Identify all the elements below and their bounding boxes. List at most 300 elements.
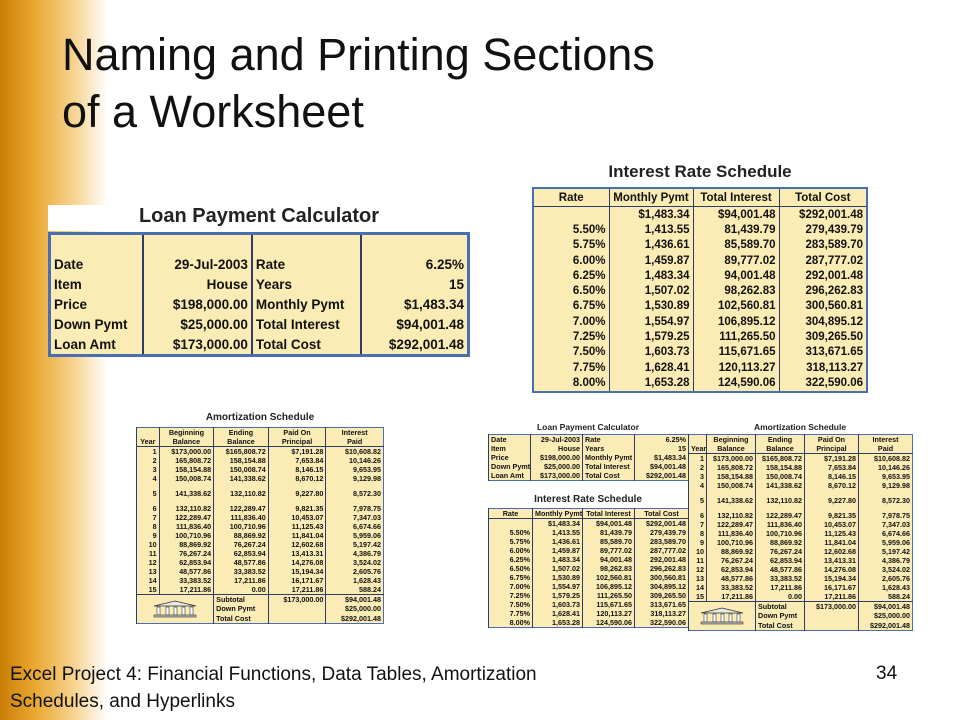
table-cell: 8 [137,522,160,531]
table-cell: Total Cost [779,188,867,207]
amort-row [137,465,384,474]
table-cell: 120,113.27 [583,609,635,618]
table-cell: 76,267.24 [159,549,214,558]
amort-row [137,549,384,558]
table-cell: $94,001.48 [859,602,913,612]
subtotal-row [137,595,384,605]
table-cell: $173,000.00 [805,602,859,612]
rate-row [489,519,689,529]
loan-row [489,444,689,453]
spacer-row [50,234,469,255]
table-cell: 150,008.74 [707,481,756,490]
table-cell: 33,383.52 [159,576,214,585]
table-cell: 15 [635,444,689,453]
table-cell: Ending [756,435,805,445]
table-cell: 4,386.79 [326,549,384,558]
table-cell: $94,001.48 [361,314,469,334]
table-cell: 48,577.86 [214,558,269,567]
table-cell: 1,483.34 [533,555,583,564]
table-cell: 7.25% [533,329,609,344]
table-cell: 120,113.27 [693,360,779,375]
table-cell: 88,869.92 [756,538,805,547]
table-cell: 7.75% [489,609,533,618]
table-cell: 17,211.86 [805,592,859,602]
rate-row [533,283,867,298]
table-cell: 76,267.24 [756,547,805,556]
table-cell: Rate [252,254,361,274]
table-cell: Date [489,435,531,445]
table-cell: 1,628.43 [859,583,913,592]
rate-row [533,360,867,375]
table-cell: 7 [137,513,160,522]
table-cell: Date [50,254,144,274]
table-cell: $292,001.48 [779,207,867,223]
table-cell: Balance [159,437,214,447]
table-cell: 106,895.12 [583,582,635,591]
table-cell: Beginning [707,435,756,445]
rate-row [489,582,689,591]
table-cell: 4 [689,481,707,490]
loan-calculator-caption: Loan Payment Calculator [48,205,470,231]
table-cell: $1,483.34 [533,519,583,529]
table-cell: 62,853.94 [214,549,269,558]
amortization-table-left [136,427,384,624]
table-cell: 17,211.86 [214,576,269,585]
amort-row [689,592,913,602]
table-cell: 3 [137,465,160,474]
table-cell: 10,453.07 [805,520,859,529]
table-cell: 292,001.48 [779,268,867,283]
table-cell: 9,653.95 [859,472,913,481]
loan-row [50,274,469,294]
table-cell: 122,289.47 [756,511,805,520]
table-cell: $173,000.00 [159,447,214,457]
table-cell: $292,001.48 [635,471,689,481]
header-row [137,428,384,438]
rate-row [533,222,867,237]
table-cell [252,234,361,255]
subtotal-row [689,602,913,612]
table-cell: 8,146.15 [805,472,859,481]
amort-row [689,574,913,583]
table-cell: 150,008.74 [214,465,269,474]
table-cell: Total Cost [756,621,805,631]
table-cell: Balance [214,437,269,447]
table-cell: 6 [689,511,707,520]
loan-row [50,314,469,334]
table-cell: 4 [137,474,160,483]
loan-row [50,334,469,356]
table-cell: 1,459.87 [533,546,583,555]
table-cell: 165,808.72 [159,456,214,465]
rate-row [489,618,689,628]
table-cell: 106,895.12 [693,314,779,329]
rate-row [533,253,867,268]
amort-row [137,489,384,498]
table-cell: 313,671.65 [635,600,689,609]
table-cell: 292,001.48 [635,555,689,564]
table-cell [143,234,252,255]
table-cell: $7,191.28 [268,447,326,457]
table-cell: Monthly Pymt [252,294,361,314]
table-cell: 1,579.25 [609,329,693,344]
table-cell: 111,265.50 [583,591,635,600]
table-cell: Total Cost [214,614,269,624]
table-cell: 141,338.62 [159,489,214,498]
interest-caption-small: Interest Rate Schedule [534,494,642,505]
table-cell: 6.00% [489,546,533,555]
table-cell: 13 [137,567,160,576]
table-cell: 85,589.70 [693,238,779,253]
table-cell: 3 [689,472,707,481]
table-cell: 13,413.31 [805,556,859,565]
table-cell: Item [50,274,144,294]
table-cell: 124,590.06 [583,618,635,628]
table-cell: 1,413.55 [533,528,583,537]
table-cell: 7,347.03 [326,513,384,522]
table-cell: 7,653.84 [268,456,326,465]
table-cell: $25,000.00 [859,611,913,620]
table-cell: 322,590.06 [635,618,689,628]
table-cell: $173,000.00 [268,595,326,605]
table-cell: 15,194.34 [805,574,859,583]
table-cell: Down Pymt [489,462,531,471]
table-cell: 15 [689,592,707,602]
table-cell: 11 [689,556,707,565]
table-cell: 13 [689,574,707,583]
table-cell: 10,453.07 [268,513,326,522]
table-cell: 158,154.88 [214,456,269,465]
table-cell: 88,869.92 [214,531,269,540]
table-cell: Total Interest [583,462,635,471]
table-cell: $25,000.00 [326,604,384,613]
table-cell [689,435,707,445]
table-cell: 14 [689,583,707,592]
table-cell: 81,439.79 [583,528,635,537]
table-cell: Ending [214,428,269,438]
table-cell: 318,113.27 [635,609,689,618]
table-cell: 5.50% [533,222,609,237]
amort-row [137,567,384,576]
amort-row [137,456,384,465]
table-cell: 6.25% [533,268,609,283]
table-cell: Principal [268,437,326,447]
loan-calculator-table [48,232,470,357]
table-cell: Interest [326,428,384,438]
table-cell: 98,262.83 [583,564,635,573]
rate-row [489,555,689,564]
table-cell: $94,001.48 [635,462,689,471]
table-cell: 1,628.41 [609,360,693,375]
table-cell: 10,146.26 [326,456,384,465]
table-cell: 12,602.68 [805,547,859,556]
table-cell: $94,001.48 [583,519,635,529]
table-cell: 8,146.15 [268,465,326,474]
table-cell: 304,895.12 [779,314,867,329]
amort-row [689,496,913,505]
interest-rate-schedule-table [532,187,868,393]
table-cell: 588.24 [326,585,384,595]
table-cell: 115,671.65 [583,600,635,609]
table-cell: 33,383.52 [707,583,756,592]
table-cell: 132,110.82 [214,489,269,498]
table-cell: $94,001.48 [693,207,779,223]
table-cell: 94,001.48 [693,268,779,283]
table-cell [489,519,533,529]
table-cell: 0.00 [214,585,269,595]
rate-row [533,314,867,329]
table-cell: 2,605.76 [326,567,384,576]
table-cell: 100,710.96 [159,531,214,540]
table-cell: 76,267.24 [214,540,269,549]
table-cell: 6.75% [489,573,533,582]
table-cell: 141,338.62 [756,481,805,490]
table-cell: 296,262.83 [635,564,689,573]
table-cell: 6.00% [533,253,609,268]
table-cell: 5,959.06 [326,531,384,540]
table-cell: 6.50% [489,564,533,573]
table-cell: 102,560.81 [583,573,635,582]
loan-row [489,453,689,462]
table-cell: $198,000.00 [531,453,583,462]
rate-row [489,600,689,609]
table-cell: 62,853.94 [707,565,756,574]
loan-row [50,254,469,274]
table-cell: 1,459.87 [609,253,693,268]
table-cell: 158,154.88 [756,463,805,472]
table-cell: House [143,274,252,294]
bank-icon [697,607,747,625]
table-cell: $25,000.00 [531,462,583,471]
table-cell: 1,507.02 [609,283,693,298]
table-cell [805,621,859,631]
table-cell: Down Pymt [50,314,144,334]
table-cell: 287,777.02 [635,546,689,555]
table-cell: $198,000.00 [143,294,252,314]
table-cell: Balance [707,444,756,454]
table-cell: 6,674.66 [326,522,384,531]
amort-row [689,520,913,529]
table-cell: 11 [137,549,160,558]
table-cell: 322,590.06 [779,375,867,391]
table-cell: 62,853.94 [756,556,805,565]
loan-row [489,435,689,445]
table-cell: Paid On [805,435,859,445]
table-cell: 17,211.86 [159,585,214,595]
amort-row [689,472,913,481]
table-cell [533,207,609,223]
amort-row [137,576,384,585]
rate-row [489,591,689,600]
table-cell: 9,227.80 [268,489,326,498]
bank-icon-cell [689,602,756,631]
table-cell: 5.75% [489,537,533,546]
table-cell: 283,589.70 [779,238,867,253]
table-cell: 6.50% [533,283,609,298]
table-cell: 165,808.72 [707,463,756,472]
rate-row [489,564,689,573]
table-cell: 122,289.47 [159,513,214,522]
table-cell: 2 [689,463,707,472]
table-cell: 62,853.94 [159,558,214,567]
table-cell: 12,602.68 [268,540,326,549]
table-cell: 14,276.08 [268,558,326,567]
amort-row [689,565,913,574]
table-cell [361,234,469,255]
table-cell: 8,572.30 [859,496,913,505]
table-cell: $10,608.82 [859,454,913,464]
bank-icon [150,600,200,618]
rate-row [533,238,867,253]
table-cell: 132,110.82 [756,496,805,505]
table-cell: 1,554.97 [609,314,693,329]
table-cell: 6,674.66 [859,529,913,538]
table-cell: 7 [689,520,707,529]
table-cell: 1,530.89 [533,573,583,582]
table-cell: 318,113.27 [779,360,867,375]
table-cell: Monthly Pymt [533,509,583,519]
table-cell: 7,978.75 [326,504,384,513]
table-cell: 10,146.26 [859,463,913,472]
table-cell: 309,265.50 [779,329,867,344]
table-cell: Paid [326,437,384,447]
table-cell: 9,821.35 [268,504,326,513]
table-cell: 7.00% [489,582,533,591]
header-row [533,188,867,207]
amortization-table-right [688,434,913,631]
table-cell: 3,524.02 [859,565,913,574]
table-cell: 6.25% [635,435,689,445]
table-cell: 100,710.96 [756,529,805,538]
table-cell: 150,008.74 [159,474,214,483]
table-cell: 1,628.41 [533,609,583,618]
loan-row [50,294,469,314]
table-cell: 1,579.25 [533,591,583,600]
amort-row [137,474,384,483]
table-cell: 141,338.62 [214,474,269,483]
table-cell: $292,001.48 [635,519,689,529]
table-cell: 1,603.73 [609,345,693,360]
table-cell: 132,110.82 [159,504,214,513]
table-cell: 283,589.70 [635,537,689,546]
table-cell: 10 [137,540,160,549]
amort-row [137,585,384,595]
table-cell: $165,808.72 [214,447,269,457]
table-cell: Rate [583,435,635,445]
page-number: 34 [876,663,898,684]
table-cell: 1,628.43 [326,576,384,585]
table-cell: 588.24 [859,592,913,602]
table-cell: Monthly Pymt [583,453,635,462]
rate-row [533,375,867,391]
table-cell: 158,154.88 [707,472,756,481]
table-cell: 102,560.81 [693,299,779,314]
table-cell: 17,211.86 [268,585,326,595]
table-cell: Year [689,444,707,454]
table-cell: 5 [137,489,160,498]
amort-caption-left: Amortization Schedule [205,412,315,423]
table-cell: 7,653.84 [805,463,859,472]
table-cell: 100,710.96 [214,522,269,531]
table-cell: 111,836.40 [707,529,756,538]
loan-caption-small: Loan Payment Calculator [536,422,640,432]
amort-row [137,504,384,513]
table-cell: Total Cost [635,509,689,519]
table-cell: $292,001.48 [361,334,469,356]
table-cell [137,428,160,438]
table-cell: 111,836.40 [159,522,214,531]
table-cell: 111,836.40 [756,520,805,529]
loan-row [489,471,689,481]
table-cell: Subtotal [756,602,805,612]
table-cell: 279,439.79 [635,528,689,537]
table-cell: Rate [489,509,533,519]
table-cell: 296,262.83 [779,283,867,298]
loan-calculator-small [488,434,689,481]
table-cell: 7.75% [533,360,609,375]
slide-title: Naming and Printing Sections of a Worksheet [62,29,655,137]
header-row [489,509,689,519]
amort-row [689,538,913,547]
rate-row [533,329,867,344]
table-cell: Total Interest [583,509,635,519]
table-cell: 6.75% [533,299,609,314]
rate-row [533,299,867,314]
table-cell: House [531,444,583,453]
table-cell: $292,001.48 [326,614,384,624]
table-cell: $165,808.72 [756,454,805,464]
amort-row [689,583,913,592]
table-cell: 150,008.74 [756,472,805,481]
table-cell: $1,483.34 [361,294,469,314]
table-cell: 7.25% [489,591,533,600]
table-cell: 1,603.73 [533,600,583,609]
table-cell: 8,670.12 [805,481,859,490]
table-cell: Loan Amt [50,334,144,356]
table-cell: 2 [137,456,160,465]
amort-row [137,447,384,457]
table-cell: Total Interest [252,314,361,334]
table-cell: 3,524.02 [326,558,384,567]
table-cell: 11,841.04 [805,538,859,547]
table-cell: 111,265.50 [693,329,779,344]
table-cell: 5.50% [489,528,533,537]
table-cell: Price [50,294,144,314]
amort-row [689,481,913,490]
slide-footer: Excel Project 4: Financial Functions, Data Tables, Amortization Schedules, and Hyperlinks [10,664,537,712]
table-cell: 17,211.86 [756,583,805,592]
table-cell: Loan Amt [489,471,531,481]
table-cell: 5.75% [533,238,609,253]
table-cell: 15 [137,585,160,595]
table-cell [805,611,859,620]
table-cell: 9,227.80 [805,496,859,505]
table-cell: $1,483.34 [609,207,693,223]
table-cell: 14,276.08 [805,565,859,574]
table-cell: 1,554.97 [533,582,583,591]
table-cell: 13,413.31 [268,549,326,558]
bank-icon-cell [137,595,214,624]
table-cell: 11,125.43 [268,522,326,531]
table-cell: 7.50% [533,345,609,360]
table-cell: 111,836.40 [214,513,269,522]
table-cell: 2,605.76 [859,574,913,583]
table-cell [50,234,144,255]
table-cell: 279,439.79 [779,222,867,237]
amort-row [137,558,384,567]
loan-row [489,462,689,471]
table-cell: 1,436.61 [533,537,583,546]
